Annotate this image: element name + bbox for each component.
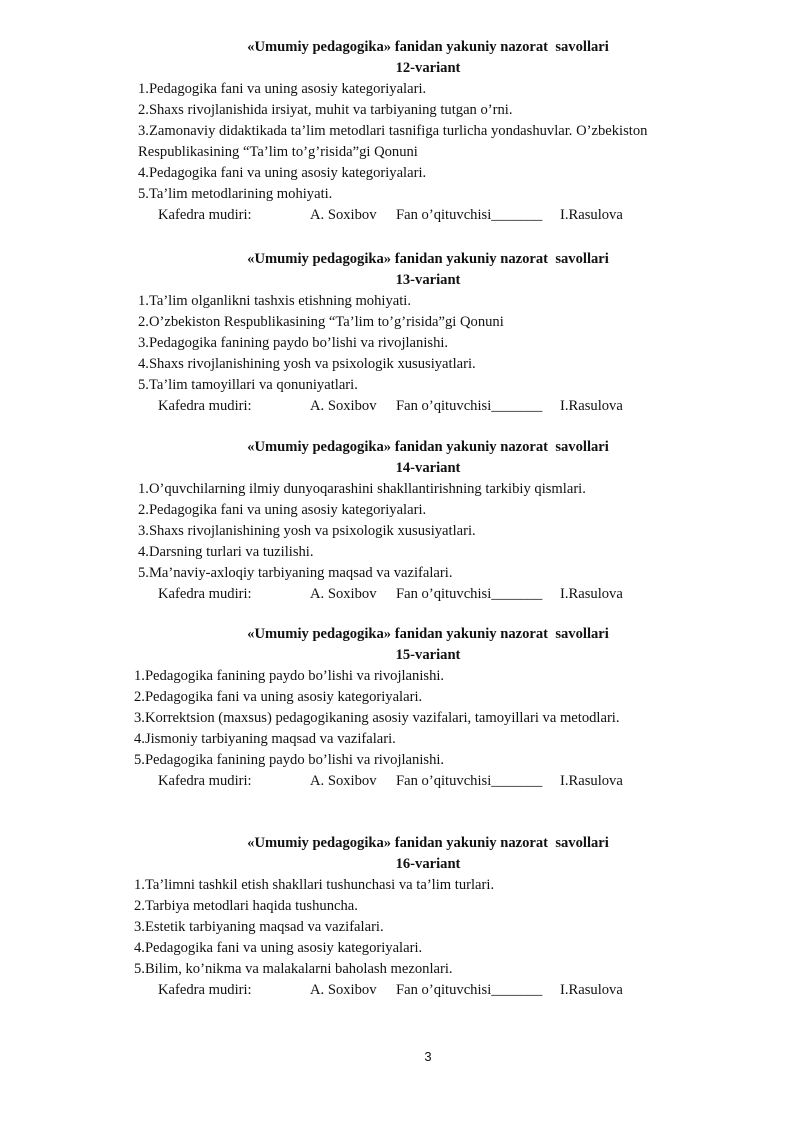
variant-label: 15-variant — [395, 647, 461, 663]
kafedra-name: A. Soxibov — [310, 773, 377, 789]
question-item: 1.Ta’lim olganlikni tashxis etishning mohiyati. — [138, 293, 411, 309]
section-title: «Umumiy pedagogika» fanidan yakuniy nazorat savollari — [247, 835, 609, 851]
kafedra-name: A. Soxibov — [310, 586, 377, 602]
question-item: 5.Pedagogika fanining paydo bo’lishi va rivojlanishi. — [134, 752, 445, 768]
teacher-label: Fan o’qituvchisi_______ — [396, 586, 543, 602]
kafedra-label: Kafedra mudiri: — [158, 982, 252, 998]
teacher-name: I.Rasulova — [560, 207, 623, 223]
exam-section-13 — [0, 249, 800, 417]
variant-label: 16-variant — [395, 856, 461, 872]
teacher-name: I.Rasulova — [560, 398, 623, 414]
question-item: 2.Tarbiya metodlari haqida tushuncha. — [134, 898, 358, 914]
question-item: 2.Pedagogika fani va uning asosiy kategoriyalari. — [138, 502, 427, 518]
question-item: 3.Pedagogika fanining paydo bo’lishi va rivojlanishi. — [138, 335, 449, 351]
section-title: «Umumiy pedagogika» fanidan yakuniy nazorat savollari — [247, 626, 609, 642]
kafedra-label: Kafedra mudiri: — [158, 773, 252, 789]
exam-section-16 — [0, 833, 800, 1001]
question-item: 4.Darsning turlari va tuzilishi. — [138, 544, 314, 560]
teacher-label: Fan o’qituvchisi_______ — [396, 773, 543, 789]
teacher-name: I.Rasulova — [560, 982, 623, 998]
kafedra-name: A. Soxibov — [310, 982, 377, 998]
question-item: 3.Estetik tarbiyaning maqsad va vazifalari. — [134, 919, 384, 935]
variant-label: 13-variant — [395, 272, 461, 288]
teacher-name: I.Rasulova — [560, 773, 623, 789]
question-item: 2.Pedagogika fani va uning asosiy kategoriyalari. — [134, 689, 423, 705]
signature-line — [0, 771, 800, 792]
question-item: 3.Zamonaviy didaktikada ta’lim metodlari tasnifiga turlicha yondashuvlar. O’zbekiston Respublikasining “Ta’lim to’g’risida”gi Qonuni — [138, 123, 648, 160]
question-item: 2.Shaxs rivojlanishida irsiyat, muhit va tarbiyaning tutgan o’rni. — [138, 102, 513, 118]
question-item: 4.Pedagogika fani va uning asosiy kategoriyalari. — [134, 940, 423, 956]
variant-label: 12-variant — [395, 60, 461, 76]
kafedra-name: A. Soxibov — [310, 398, 377, 414]
question-item: 5.Ma’naviy-axloqiy tarbiyaning maqsad va vazifalari. — [138, 565, 453, 581]
question-item: 4.Pedagogika fani va uning asosiy kategoriyalari. — [138, 165, 427, 181]
signature-line — [0, 584, 800, 605]
variant-label: 14-variant — [395, 460, 461, 476]
question-item: 1.Pedagogika fani va uning asosiy kategoriyalari. — [138, 81, 427, 97]
signature-line — [0, 980, 800, 1001]
question-item: 1.Pedagogika fanining paydo bo’lishi va rivojlanishi. — [134, 668, 445, 684]
question-item: 1.Ta’limni tashkil etish shakllari tushunchasi va ta’lim turlari. — [134, 877, 495, 893]
signature-line — [0, 396, 800, 417]
question-item: 1.O’quvchilarning ilmiy dunyoqarashini shakllantirishning tarkibiy qismlari. — [138, 481, 586, 497]
teacher-label: Fan o’qituvchisi_______ — [396, 398, 543, 414]
question-item: 5.Bilim, ko’nikma va malakalarni baholash mezonlari. — [134, 961, 453, 977]
question-item: 3.Shaxs rivojlanishining yosh va psixologik xususiyatlari. — [138, 523, 476, 539]
section-title: «Umumiy pedagogika» fanidan yakuniy nazorat savollari — [247, 439, 609, 455]
exam-section-15 — [0, 624, 800, 792]
signature-line — [0, 205, 800, 226]
question-item: 3.Korrektsion (maxsus) pedagogikaning asosiy vazifalari, tamoyillari va metodlari. — [134, 710, 620, 726]
teacher-label: Fan o’qituvchisi_______ — [396, 982, 543, 998]
page-number: 3 — [424, 1049, 432, 1064]
kafedra-name: A. Soxibov — [310, 207, 377, 223]
section-title: «Umumiy pedagogika» fanidan yakuniy nazorat savollari — [247, 251, 609, 267]
kafedra-label: Kafedra mudiri: — [158, 207, 252, 223]
teacher-label: Fan o’qituvchisi_______ — [396, 207, 543, 223]
section-title: «Umumiy pedagogika» fanidan yakuniy nazorat savollari — [247, 39, 609, 55]
question-item: 4.Shaxs rivojlanishining yosh va psixologik xususiyatlari. — [138, 356, 476, 372]
exam-section-12 — [0, 37, 800, 226]
teacher-name: I.Rasulova — [560, 586, 623, 602]
question-item: 2.O’zbekiston Respublikasining “Ta’lim to’g’risida”gi Qonuni — [138, 314, 504, 330]
question-item: 4.Jismoniy tarbiyaning maqsad va vazifalari. — [134, 731, 396, 747]
kafedra-label: Kafedra mudiri: — [158, 398, 252, 414]
question-item: 5.Ta’lim tamoyillari va qonuniyatlari. — [138, 377, 358, 393]
exam-section-14 — [0, 437, 800, 605]
question-item: 5.Ta’lim metodlarining mohiyati. — [138, 186, 333, 202]
kafedra-label: Kafedra mudiri: — [158, 586, 252, 602]
